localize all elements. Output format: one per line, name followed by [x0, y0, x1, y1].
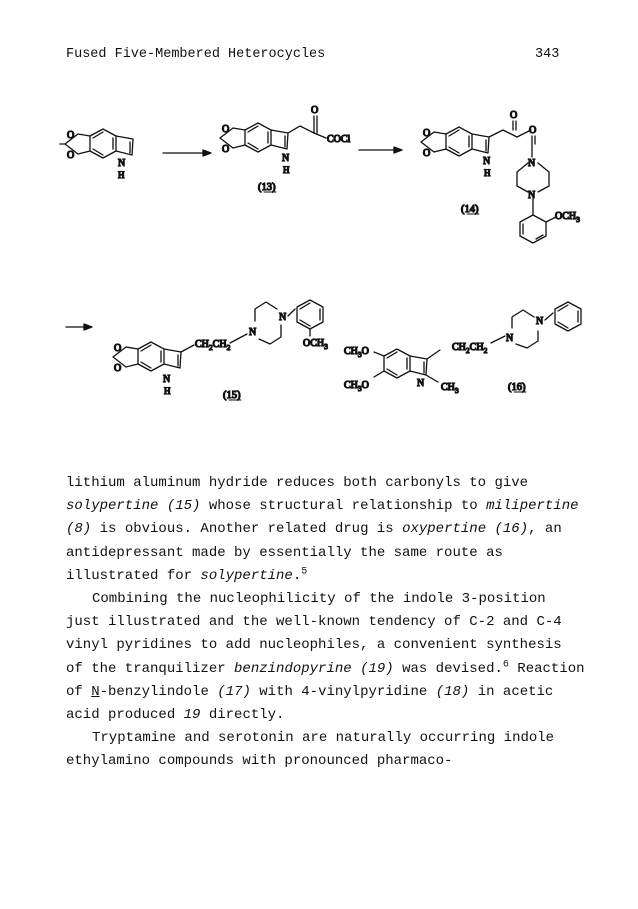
piperazine-atom-n: N	[279, 312, 287, 323]
italic-text: 19	[183, 707, 201, 724]
italic-text: (19)	[360, 660, 394, 677]
atom-o: O	[510, 110, 518, 121]
compound-label-16: (16)	[508, 382, 526, 393]
italic-text: (8)	[66, 521, 92, 538]
text-run	[486, 521, 494, 537]
compound-label-13: (13)	[258, 182, 276, 193]
atom-n: N	[118, 158, 126, 169]
solypertine-structure	[113, 300, 323, 371]
reference-superscript: 5	[301, 566, 308, 578]
italic-text: solypertine	[200, 567, 293, 584]
ethylene-linker: $CH_2CH_2$	[195, 339, 231, 352]
text-run: lithium aluminum hydride reduces both carbonyls to give	[66, 475, 529, 491]
running-head-title: Fused Five-Membered Heterocycles	[66, 47, 326, 62]
italic-text: benzindopyrine	[234, 660, 352, 677]
methoxy-group: $CH_3O$	[344, 346, 369, 359]
italic-text: milipertine	[486, 498, 579, 515]
methyl-group: $CH_3$	[441, 382, 459, 395]
atom-n: N	[163, 374, 171, 385]
text-run: directly.	[200, 707, 285, 724]
italic-text: (18)	[435, 683, 470, 700]
atom-o: O	[67, 150, 75, 161]
text-run: -benzylindole	[99, 683, 218, 700]
piperazine-atom-n: N	[536, 316, 544, 327]
atom-h: H	[164, 386, 171, 396]
text-run: .	[292, 567, 302, 584]
text-run: Combining the nucleophilicity of the indole 3-position just illustrated and the well-known tendency of C-2 and C-4 vinyl pyridines to add nucleophiles, a convenient synthesis of the tranquilizer	[66, 591, 562, 677]
italic-text: (16)	[494, 521, 529, 538]
atom-o: O	[311, 105, 319, 116]
atom-o: O	[423, 128, 431, 139]
reaction-scheme-figure	[0, 95, 638, 425]
italic-text: solypertine	[66, 498, 159, 515]
atom-o: O	[529, 125, 537, 136]
reaction-arrow	[359, 147, 402, 153]
paragraph	[66, 588, 586, 727]
compound-label-15: (15)	[223, 390, 241, 401]
text-run: Tryptamine and serotonin are naturally occurring indole ethylamino compounds with pronounced pharmaco-	[66, 730, 555, 770]
text-run: whose structural relationship to	[200, 498, 487, 515]
atom-n: N	[483, 156, 491, 167]
italic-text: (15)	[166, 498, 201, 515]
piperazine-atom-n: N	[528, 158, 536, 169]
atom-o: O	[423, 148, 431, 159]
text-run: was devised.	[393, 660, 503, 677]
reaction-arrow	[163, 150, 211, 156]
paragraph	[66, 727, 586, 773]
running-head	[0, 47, 638, 67]
text-run	[158, 498, 166, 514]
text-run: Reaction of	[66, 660, 585, 700]
methoxy-group: $OCH_3$	[303, 338, 328, 351]
atom-o: O	[222, 124, 230, 135]
atom-o: O	[67, 130, 75, 141]
italic-text: oxypertine	[402, 521, 487, 538]
text-run: , an antidepressant made by essentially the same route as illustrated for	[66, 521, 562, 584]
reference-superscript: 6	[502, 658, 509, 670]
ethylene-linker: $CH_2CH_2$	[452, 342, 488, 355]
piperazine-atom-n: N	[506, 333, 514, 344]
piperazine-amide-structure	[421, 121, 556, 243]
text-run	[352, 661, 360, 677]
piperazine-atom-n: N	[249, 327, 257, 338]
underlined-text: N	[91, 683, 100, 700]
text-run: with 4-vinylpyridine	[250, 683, 436, 700]
atom-o: O	[114, 363, 122, 374]
paragraph	[66, 472, 586, 588]
atom-o: O	[222, 144, 230, 155]
methoxy-group: $CH_3O$	[344, 380, 369, 393]
methoxy-group: $OCH_3$	[555, 211, 580, 224]
page-number: 343	[535, 47, 560, 62]
acyl-chloride-group: COCl	[327, 134, 351, 145]
text-run: is obvious. Another related drug is	[91, 521, 403, 538]
reaction-arrow	[66, 324, 92, 330]
atom-n: N	[282, 153, 290, 164]
italic-text: (17)	[217, 683, 251, 700]
piperazine-atom-n: N	[528, 190, 536, 201]
atom-h: H	[118, 170, 125, 180]
atom-h: H	[283, 165, 290, 175]
atom-h: H	[484, 168, 491, 178]
text-run: in acetic acid produced	[66, 683, 554, 724]
atom-n: N	[417, 378, 425, 389]
atom-o: O	[114, 343, 122, 354]
compound-label-14: (14)	[461, 204, 479, 215]
glyoxylyl-chloride-structure	[220, 116, 326, 152]
body-text	[66, 472, 586, 774]
